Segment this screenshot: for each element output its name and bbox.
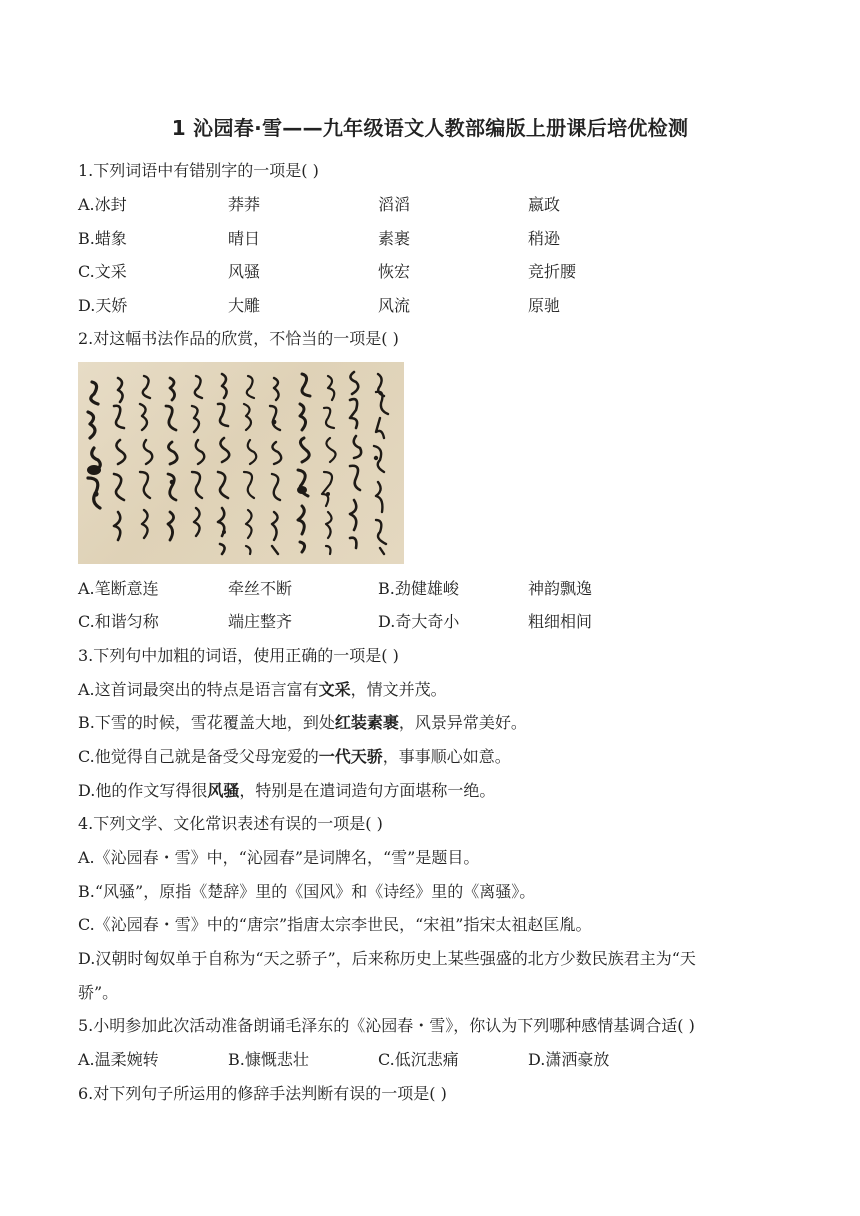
q3-option-c: C.他觉得自己就是备受父母宠爱的一代天骄，事事顺心如意。 [78, 747, 511, 766]
q1-c-4: 竞折腰 [528, 262, 577, 281]
q2-opt-a-2: 牵丝不断 [228, 579, 293, 598]
q5-opt-a: A.温柔婉转 [78, 1050, 159, 1069]
calligraphy-strokes [78, 362, 404, 564]
q1-b-2: 晴日 [228, 229, 261, 248]
q1-b-3: 素裹 [378, 229, 411, 248]
q1-d-1: D.天娇 [78, 296, 128, 315]
q3-stem: 3.下列句中加粗的词语，使用正确的一项是( ) [78, 646, 399, 665]
q4-option-c: C.《沁园春・雪》中的“唐宗”指唐太宗李世民，“宋祖”指宋太祖赵匡胤。 [78, 915, 592, 934]
q3-option-b: B.下雪的时候，雪花覆盖大地，到处红装素裹，风景异常美好。 [78, 713, 527, 732]
q1-a-1: A.冰封 [78, 195, 127, 214]
q3-a-bold: 文采 [318, 680, 351, 699]
q5-stem: 5.小明参加此次活动准备朗诵毛泽东的《沁园春・雪》，你认为下列哪种感情基调合适( ) [78, 1016, 695, 1035]
q1-d-2: 大雕 [228, 296, 261, 315]
q3-d-bold: 风骚 [207, 781, 240, 800]
q2-opt-c: C.和谐匀称 [78, 612, 159, 631]
q4-stem: 4.下列文学、文化常识表述有误的一项是( ) [78, 814, 383, 833]
q4-option-d: D.汉朝时匈奴单于自称为“天之骄子”，后来称历史上某些强盛的北方少数民族君主为“天 [78, 949, 696, 968]
q6-stem: 6.对下列句子所运用的修辞手法判断有误的一项是( ) [78, 1084, 447, 1103]
q5-opt-b: B.慷慨悲壮 [228, 1050, 309, 1069]
q2-opt-b-2: 神韵飘逸 [528, 579, 593, 598]
q1-a-3: 滔滔 [378, 195, 411, 214]
q1-c-2: 风骚 [228, 262, 261, 281]
q2-opt-d: D.奇大奇小 [378, 612, 460, 631]
q2-opt-a: A.笔断意连 [78, 579, 159, 598]
q1-d-3: 风流 [378, 296, 411, 315]
q2-opt-c-2: 端庄整齐 [228, 612, 293, 631]
q1-d-4: 原驰 [528, 296, 561, 315]
calligraphy-image [78, 362, 404, 564]
q2-opt-d-2: 粗细相间 [528, 612, 593, 631]
q2-stem: 2.对这幅书法作品的欣赏，不恰当的一项是( ) [78, 329, 399, 348]
q3-option-d: D.他的作文写得很风骚，特别是在遣词造句方面堪称一绝。 [78, 781, 496, 800]
q1-b-4: 稍逊 [528, 229, 561, 248]
q1-c-3: 恢宏 [378, 262, 411, 281]
q1-stem: 1.下列词语中有错别字的一项是( ) [78, 161, 319, 180]
q4-option-b: B.“风骚”，原指《楚辞》里的《国风》和《诗经》里的《离骚》。 [78, 882, 536, 901]
q1-b-1: B.蜡象 [78, 229, 127, 248]
q3-c-bold: 一代天骄 [318, 747, 383, 766]
q3-b-bold: 红装素裹 [334, 713, 399, 732]
q1-c-1: C.文采 [78, 262, 127, 281]
q4-option-a: A.《沁园春・雪》中，“沁园春”是词牌名，“雪”是题目。 [78, 848, 480, 867]
q4-option-d-cont: 骄”。 [78, 983, 119, 1002]
q2-opt-b: B.劲健雄峻 [378, 579, 459, 598]
q1-a-4: 嬴政 [528, 195, 561, 214]
document-title: 1 沁园春·雪——九年级语文人教部编版上册课后培优检测 [171, 116, 689, 140]
q3-option-a: A.这首词最突出的特点是语言富有文采，情文并茂。 [78, 680, 447, 699]
q5-opt-d: D.潇洒豪放 [528, 1050, 610, 1069]
q1-a-2: 莽莽 [228, 195, 261, 214]
q5-opt-c: C.低沉悲痛 [378, 1050, 459, 1069]
